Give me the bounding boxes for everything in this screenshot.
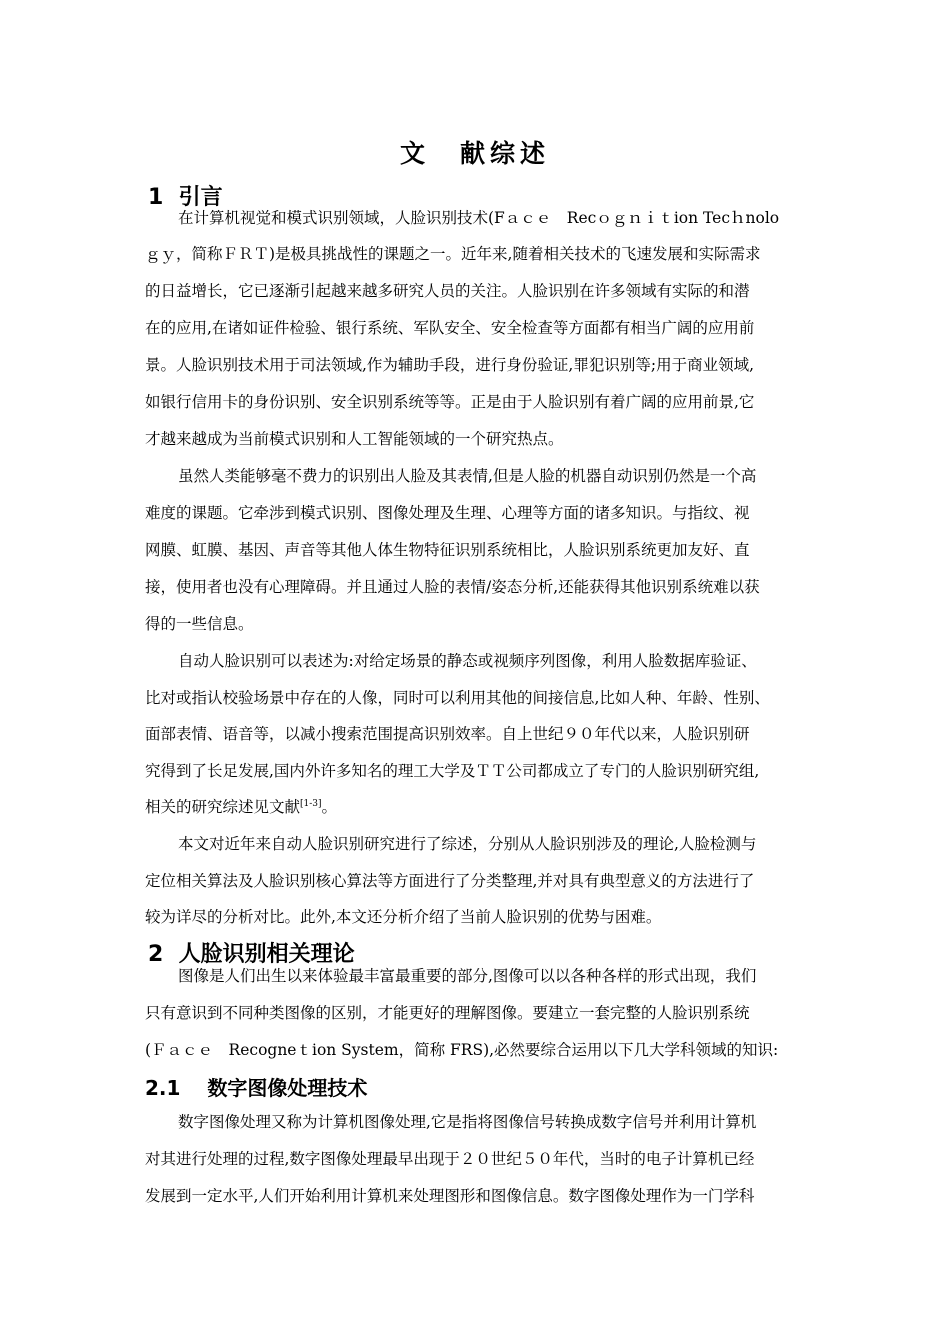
paragraph-line: 网膜、虹膜、基因、声音等其他人体生物特征识别系统相比，人脸识别系统更加友好、直 [145, 541, 750, 559]
paragraph-line: 比对或指认校验场景中存在的人像，同时可以利用其他的间接信息,比如人种、年龄、性别、 [145, 689, 770, 707]
paragraph-line: 定位相关算法及人脸识别核心算法等方面进行了分类整理,并对具有典型意义的方法进行了 [145, 872, 755, 890]
reference-line-end: 。 [321, 798, 338, 816]
paragraph-line: (Ｆａｃｅ Recogneｔion System，简称 FRS),必然要综合运用以下几大学科领域的知识: [145, 1041, 779, 1059]
paragraph-line: 对其进行处理的过程,数字图像处理最早出现于２０世纪５０年代，当时的电子计算机已经 [145, 1150, 755, 1168]
paragraph-line: 景。人脸识别技术用于司法领域,作为辅助手段，进行身份验证,罪犯识别等;用于商业领域, [145, 356, 755, 374]
paragraph-line: 虽然人类能够毫不费力的识别出人脸及其表情,但是人脸的机器自动识别仍然是一个高 [178, 467, 757, 485]
paragraph-line: 在的应用,在诸如证件检验、银行系统、军队安全、安全检查等方面都有相当广阔的应用前 [145, 319, 755, 337]
paragraph-line: 接，使用者也没有心理障碍。并且通过人脸的表情/姿态分析,还能获得其他识别系统难以获 [145, 578, 760, 596]
paragraph-line: 难度的课题。它牵涉到模式识别、图像处理及生理、心理等方面的诸多知识。与指纹、视 [145, 504, 750, 522]
section-2-1-heading: 2.1 数字图像处理技术 [145, 1076, 368, 1100]
paragraph-line: 在计算机视觉和模式识别领域，人脸识别技术(Fａｃｅ Recｏｇｎｉｔion Tecｈnolo [178, 209, 780, 227]
paragraph-line: 较为详尽的分析对比。此外,本文还分析介绍了当前人脸识别的优势与困难。 [145, 908, 662, 926]
paragraph-line: 发展到一定水平,人们开始利用计算机来处理图形和图像信息。数字图像处理作为一门学科 [145, 1187, 755, 1205]
paragraph-line: 面部表情、语音等，以减小搜索范围提高识别效率。自上世纪９０年代以来，人脸识别研 [145, 725, 750, 743]
paragraph-line: 才越来越成为当前模式识别和人工智能领域的一个研究热点。 [145, 430, 564, 448]
page-title: 文 献综述 [399, 139, 550, 168]
paragraph-line: 本文对近年来自动人脸识别研究进行了综述，分别从人脸识别涉及的理论,人脸检测与 [178, 835, 757, 853]
reference-line [145, 797, 807, 817]
paragraph-line: 如银行信用卡的身份识别、安全识别系统等等。正是由于人脸识别有着广阔的应用前景,它 [145, 393, 755, 411]
citation-reference[interactable]: [1-3] [300, 798, 322, 809]
paragraph-line: 究得到了长足发展,国内外许多知名的理工大学及ＴＴ公司都成立了专门的人脸识别研究组, [145, 762, 760, 780]
paragraph-line: ｇｙ，简称ＦＲＴ)是极具挑战性的课题之一。近年来,随着相关技术的飞速发展和实际需求 [145, 245, 761, 263]
paragraph-line: 自动人脸识别可以表述为:对给定场景的静态或视频序列图像，利用人脸数据库验证、 [178, 652, 757, 670]
paragraph-line: 图像是人们出生以来体验最丰富最重要的部分,图像可以以各种各样的形式出现，我们 [178, 967, 757, 985]
paragraph-line: 的日益增长，它已逐渐引起越来越多研究人员的关注。人脸识别在许多领域有实际的和潜 [145, 282, 750, 300]
section-1-heading: 1 引言 [148, 185, 223, 210]
paragraph-line: 只有意识到不同种类图像的区别，才能更好的理解图像。要建立一套完整的人脸识别系统 [145, 1004, 750, 1022]
paragraph-line: 数字图像处理又称为计算机图像处理,它是指将图像信号转换成数字信号并利用计算机 [178, 1113, 757, 1131]
reference-line-text: 相关的研究综述见文献 [145, 798, 301, 816]
paragraph-line: 得的一些信息。 [145, 615, 254, 633]
section-2-heading: 2 人脸识别相关理论 [148, 942, 355, 967]
